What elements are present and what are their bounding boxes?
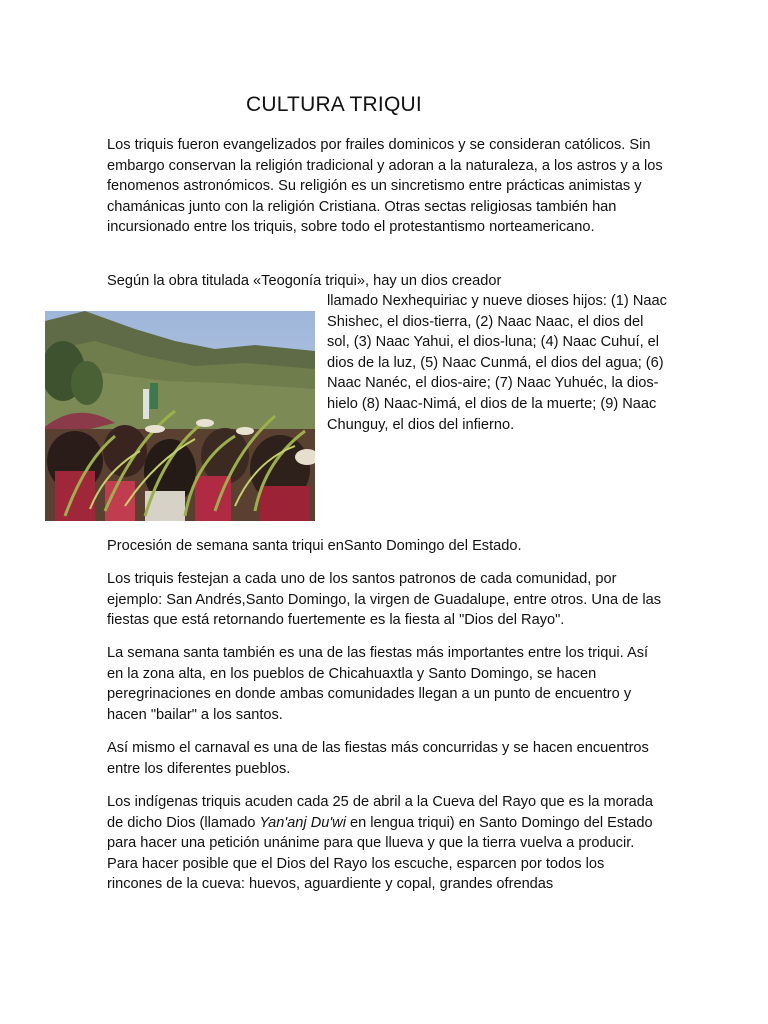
paragraph-cueva-rayo [107, 792, 663, 895]
paragraph-cueva-rayo-text [107, 792, 663, 895]
paragraph-semana-santa-text: La semana santa también es una de las fiestas más importantes entre los triqui. Así en la zona alta, en los pueblos de Chicahuaxtla y Santo Domingo, se hacen peregrinaciones en donde ambas comunidades llegan a un punto de encuentro y hacen "bailar" a los santos. [107, 645, 649, 723]
paragraph-teogonia-intro [107, 271, 663, 292]
triqui-name-emphasis: Yan'anj Du'wi [259, 814, 346, 831]
paragraph-cueva-rayo-part-b: en lengua triqui) en Santo Domingo del Estado para hacer una petición unánime para que llueva y que la tierra vuelva a producir. Para hacer posible que el Dios del Rayo los escuche, esparcen por todos los rincones de la cueva: huevos, aguardiente y copal, grandes ofrendas [107, 814, 653, 893]
page-title: CULTURA TRIQUI [246, 93, 422, 116]
paragraph-teogonia-wrapped-text: llamado Nexhequiriac y nueve dioses hijos: (1) Naac Shishec, el dios-tierra, (2) Naac Naac, el dios del sol, (3) Naac Yahui, el dios-luna; (4) Naac Cuhuí, el dios de la luz, (5) Naac Cunmá, el dios del agua; (6) Naac Nanéc, el dios-aire; (7) Naac Yuhuéc, la dios-hielo (8) Naac-Nimá, el dios de la muerte; (9) Naac Chunguy, el dios del infierno. [327, 293, 667, 433]
photo-caption-text: Procesión de semana santa triqui enSanto Domingo del Estado. [107, 538, 522, 554]
photo-caption [107, 536, 663, 557]
procession-photo-image [45, 311, 315, 521]
paragraph-santos-text: Los triquis festejan a cada uno de los santos patronos de cada comunidad, por ejemplo: San Andrés,Santo Domingo, la virgen de Guadalupe, entre otros. Una de las fiestas que está retornando fuertemente es la fiesta al "Dios del Rayo". [107, 571, 662, 629]
paragraph-religion [107, 135, 663, 238]
paragraph-religion-text: Los triquis fueron evangelizados por frailes dominicos y se consideran católicos. Sin embargo conservan la religión tradicional y adoran a la naturaleza, a los astros y a los fenomenos astronómicos. Su religión es un sincretismo entre prácticas animistas y chamánicas junto con la religión Cristiana. Otras sectas religiosas también han incursionado entre los triquis, sobre todo el protestantismo norteamericano. [107, 137, 663, 236]
paragraph-carnaval-text: Así mismo el carnaval es una de las fiestas más concurridas y se hacen encuentros entre los diferentes pueblos. [107, 740, 649, 777]
paragraph-teogonia-wrapped [327, 291, 667, 435]
paragraph-santos [107, 569, 663, 631]
procession-photo [45, 311, 315, 521]
paragraph-semana-santa [107, 643, 663, 725]
paragraph-carnaval [107, 738, 663, 779]
paragraph-cueva-rayo-part-a: Los indígenas triquis acuden cada 25 de abril a la Cueva del Rayo que es la morada de dicho Dios (llamado [107, 794, 653, 831]
paragraph-teogonia-intro-text: Según la obra titulada «Teogonía triqui», hay un dios creador [107, 273, 502, 289]
